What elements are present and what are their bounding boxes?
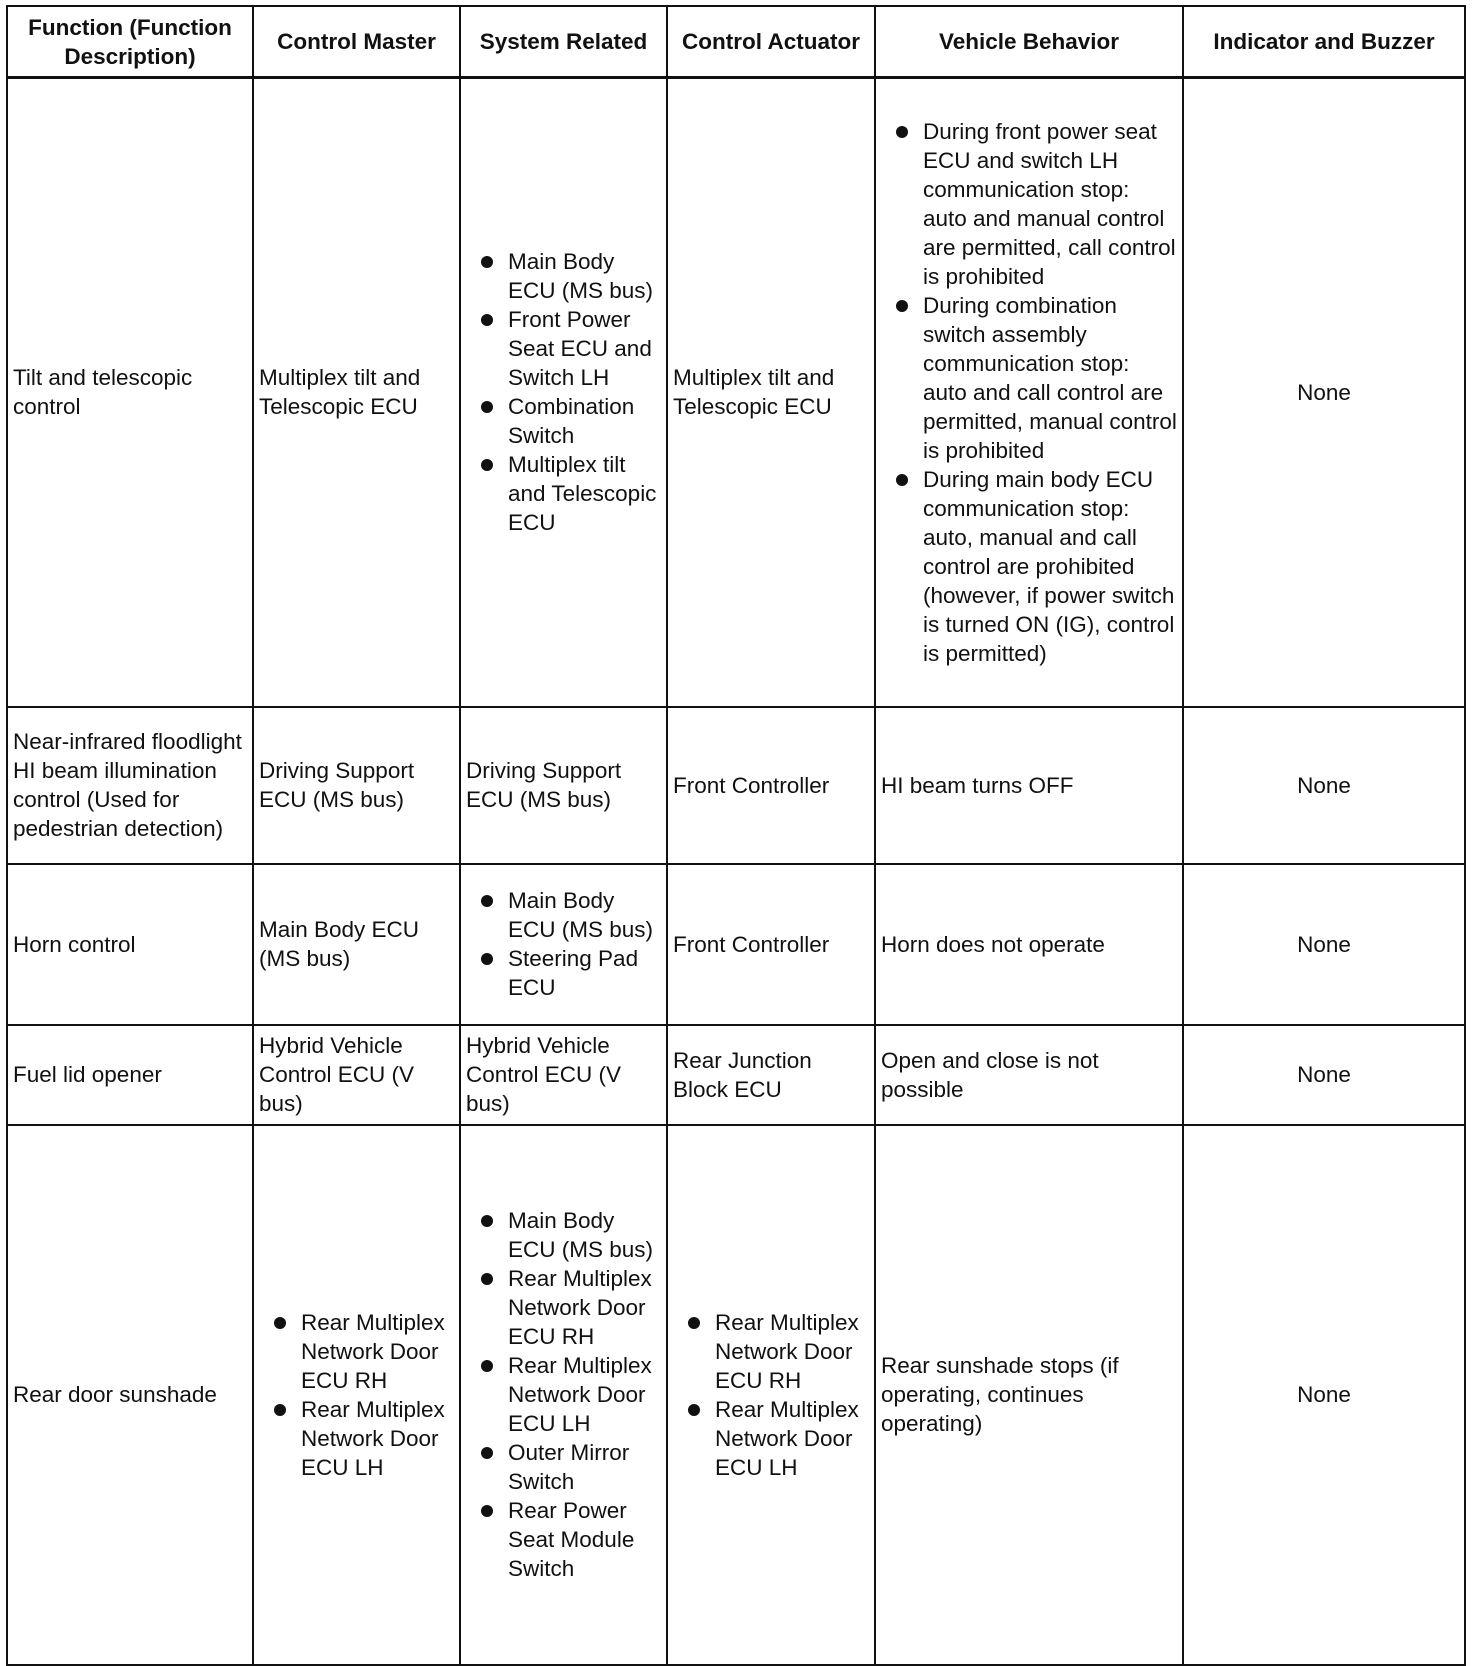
cell-system-related: Hybrid Vehicle Control ECU (V bus): [460, 1025, 667, 1125]
list-item: Steering Pad ECU: [508, 944, 661, 1002]
list-item: Rear Multiplex Network Door ECU RH: [715, 1308, 869, 1395]
list-item: Front Power Seat ECU and Switch LH: [508, 305, 661, 392]
list-item: Multiplex tilt and Telescopic ECU: [508, 450, 661, 537]
list-item: During front power seat ECU and switch LH communication stop: auto and manual control are permitted, call control is prohibited: [923, 118, 1176, 289]
system-related-list: [466, 247, 661, 537]
cell-control-actuator: [667, 1125, 875, 1665]
cell-indicator: None: [1183, 1025, 1465, 1125]
cell-function: Near-infrared floodlight HI beam illumination control (Used for pedestrian detection): [7, 707, 253, 864]
cell-control-master: Multiplex tilt and Telescopic ECU: [253, 78, 460, 707]
list-item: Rear Multiplex Network Door ECU RH: [301, 1308, 454, 1395]
list-item: Rear Multiplex Network Door ECU RH: [508, 1264, 661, 1351]
table-row: [7, 1025, 1465, 1125]
header-indicator-buzzer: Indicator and Buzzer: [1183, 6, 1465, 78]
cell-function: Rear door sunshade: [7, 1125, 253, 1665]
cell-system-related: [460, 78, 667, 707]
control-master-list: [259, 1308, 454, 1482]
header-function: Function (Function Description): [7, 6, 253, 78]
list-item: Main Body ECU (MS bus): [508, 886, 661, 944]
cell-vehicle-behavior: Rear sunshade stops (if operating, continues operating): [875, 1125, 1183, 1665]
cell-function: Fuel lid opener: [7, 1025, 253, 1125]
header-control-master: Control Master: [253, 6, 460, 78]
list-item: Rear Multiplex Network Door ECU LH: [301, 1395, 454, 1482]
cell-function: Tilt and telescopic control: [7, 78, 253, 707]
list-item: Combination Switch: [508, 392, 661, 450]
list-item: Rear Multiplex Network Door ECU LH: [715, 1395, 869, 1482]
cell-vehicle-behavior: Horn does not operate: [875, 864, 1183, 1025]
cell-vehicle-behavior: [875, 78, 1183, 707]
header-control-actuator: Control Actuator: [667, 6, 875, 78]
list-item: Rear Multiplex Network Door ECU LH: [508, 1351, 661, 1438]
table-row: [7, 707, 1465, 864]
header-vehicle-behavior: Vehicle Behavior: [875, 6, 1183, 78]
system-related-list: [466, 1206, 661, 1583]
list-item: Main Body ECU (MS bus): [508, 1206, 661, 1264]
cell-control-master: [253, 1125, 460, 1665]
cell-system-related: [460, 1125, 667, 1665]
list-item: Rear Power Seat Module Switch: [508, 1496, 661, 1583]
cell-vehicle-behavior: Open and close is not possible: [875, 1025, 1183, 1125]
cell-control-master: Driving Support ECU (MS bus): [253, 707, 460, 864]
list-item: Outer Mirror Switch: [508, 1438, 661, 1496]
list-item: During combination switch assembly communication stop: auto and call control are permitted, manual control is prohibited: [923, 292, 1177, 463]
list-item: Main Body ECU (MS bus): [508, 247, 661, 305]
cell-vehicle-behavior: HI beam turns OFF: [875, 707, 1183, 864]
cell-indicator: None: [1183, 707, 1465, 864]
table-row: [7, 1125, 1465, 1665]
cell-control-actuator: Multiplex tilt and Telescopic ECU: [667, 78, 875, 707]
vehicle-behavior-list: [881, 117, 1177, 668]
cell-control-master: Main Body ECU (MS bus): [253, 864, 460, 1025]
system-related-list: [466, 886, 661, 1002]
function-table: [6, 5, 1466, 1666]
cell-system-related: [460, 864, 667, 1025]
cell-indicator: None: [1183, 1125, 1465, 1665]
cell-control-master: Hybrid Vehicle Control ECU (V bus): [253, 1025, 460, 1125]
cell-control-actuator: Front Controller: [667, 707, 875, 864]
table-row: [7, 864, 1465, 1025]
cell-system-related: Driving Support ECU (MS bus): [460, 707, 667, 864]
cell-indicator: None: [1183, 864, 1465, 1025]
cell-function: Horn control: [7, 864, 253, 1025]
cell-control-actuator: Front Controller: [667, 864, 875, 1025]
list-item: During main body ECU communication stop: auto, manual and call control are prohibited (however, if power switch is turned ON (IG), control is permitted): [923, 465, 1177, 668]
table-row: [7, 78, 1465, 707]
control-actuator-list: [673, 1308, 869, 1482]
header-row: [7, 6, 1465, 78]
cell-indicator: None: [1183, 78, 1465, 707]
cell-control-actuator: Rear Junction Block ECU: [667, 1025, 875, 1125]
header-system-related: System Related: [460, 6, 667, 78]
